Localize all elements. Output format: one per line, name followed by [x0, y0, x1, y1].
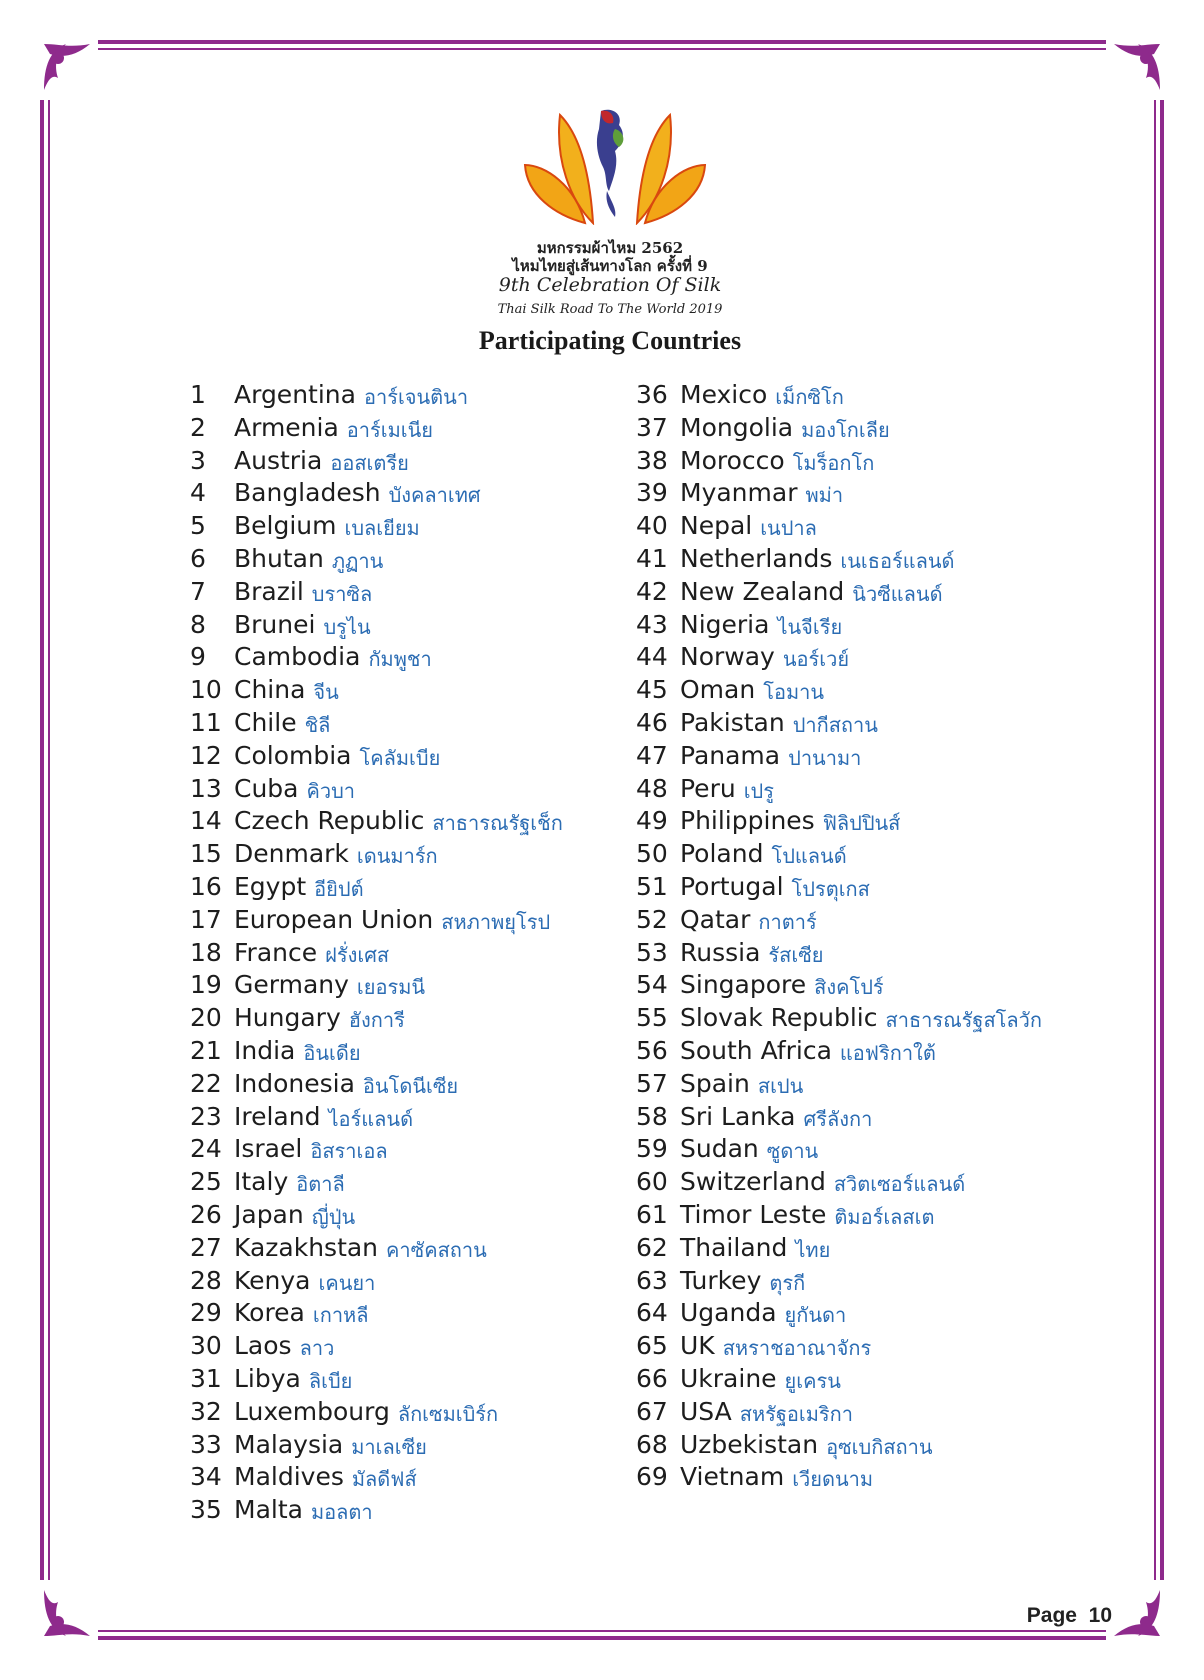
country-name-thai: ออสเตรีย: [330, 450, 409, 475]
country-name-english: Germany: [234, 970, 349, 1000]
country-name-english: Kenya: [234, 1265, 311, 1295]
country-name-thai: คาซัคสถาน: [386, 1237, 487, 1262]
country-number: 57: [636, 1068, 668, 1098]
country-name-english: Cuba: [234, 773, 299, 803]
country-number: 34: [190, 1462, 222, 1492]
country-number: 63: [636, 1265, 668, 1295]
country-name-thai: ศรีลังกา: [803, 1106, 873, 1131]
country-name-thai: ไอร์แลนด์: [328, 1106, 414, 1131]
country-number: 20: [190, 1003, 222, 1033]
country-number: 61: [636, 1199, 668, 1229]
country-name-thai: เคนยา: [318, 1270, 376, 1295]
country-number: 31: [190, 1363, 222, 1393]
country-name-thai: เกาหลี: [312, 1303, 369, 1328]
country-name-english: New Zealand: [680, 576, 845, 606]
country-name-english: Indonesia: [234, 1068, 355, 1098]
country-name-thai: อุซเบกิสถาน: [826, 1434, 933, 1459]
country-name-english: Vietnam: [680, 1462, 785, 1492]
country-name-english: Switzerland: [680, 1167, 826, 1197]
country-name-thai: รัสเซีย: [768, 942, 824, 967]
country-number: 49: [636, 806, 668, 836]
country-name-thai: โปรตุเกส: [791, 876, 870, 901]
country-number: 50: [636, 839, 668, 869]
country-name-thai: อิสราเอล: [310, 1139, 388, 1164]
country-name-thai: ไนจีเรีย: [777, 614, 843, 639]
country-number: 32: [190, 1396, 222, 1426]
country-name-thai: อิตาลี: [296, 1172, 345, 1197]
country-name-english: South Africa: [680, 1035, 832, 1065]
country-name-thai: มัลดีฟส์: [351, 1467, 417, 1492]
country-name-english: Mexico: [680, 380, 768, 409]
country-name-english: Belgium: [234, 511, 337, 541]
country-name-english: Cambodia: [234, 642, 361, 672]
country-name-english: UK: [680, 1331, 715, 1361]
country-name-thai: ปากีสถาน: [792, 712, 878, 737]
country-name-english: Maldives: [234, 1462, 344, 1492]
country-number: 36: [636, 380, 668, 409]
country-number: 33: [190, 1429, 222, 1459]
country-name-thai: โอมาน: [763, 680, 825, 705]
country-name-thai: อินโดนีเซีย: [362, 1073, 459, 1098]
country-name-english: Kazakhstan: [234, 1232, 379, 1262]
country-number: 18: [190, 937, 222, 967]
country-number: 22: [190, 1068, 222, 1098]
country-name-thai: บังคลาเทศ: [388, 483, 481, 508]
country-name-thai: ยูกันดา: [784, 1303, 847, 1328]
country-name-english: European Union: [234, 904, 434, 934]
country-name-thai: ปานามา: [788, 745, 862, 770]
country-name-english: Brunei: [234, 609, 316, 639]
country-name-english: Nigeria: [680, 609, 770, 639]
country-name-thai: ติมอร์เลสเต: [834, 1204, 935, 1229]
country-name-thai: มอลตา: [310, 1500, 373, 1525]
country-number: 29: [190, 1298, 222, 1328]
country-number: 9: [190, 642, 206, 672]
country-name-thai: สหรัฐอเมริกา: [739, 1401, 854, 1426]
country-number: 17: [190, 904, 222, 934]
country-number: 67: [636, 1396, 668, 1426]
ornament-bottom-right-icon: [1106, 1582, 1168, 1644]
country-name-thai: สเปน: [757, 1073, 804, 1098]
country-number: 8: [190, 609, 206, 639]
ornament-top-left-icon: [36, 36, 98, 98]
country-number: 69: [636, 1462, 668, 1492]
country-number: 14: [190, 806, 222, 836]
country-name-thai: อินเดีย: [303, 1040, 361, 1065]
country-name-english: Timor Leste: [680, 1199, 827, 1229]
country-number: 37: [636, 412, 668, 442]
country-number: 68: [636, 1429, 668, 1459]
country-name-english: Bangladesh: [234, 478, 381, 508]
country-name-thai: อาร์เจนตินา: [363, 385, 469, 409]
country-name-thai: มองโกเลีย: [801, 417, 890, 442]
country-name-english: Peru: [680, 773, 736, 803]
country-name-thai: ญี่ปุ่น: [311, 1204, 356, 1229]
country-name-thai: มาเลเซีย: [351, 1434, 427, 1459]
country-name-thai: สหราชอาณาจักร: [722, 1336, 872, 1361]
country-name-english: Ireland: [234, 1101, 321, 1131]
country-name-thai: คิวบา: [306, 778, 356, 803]
country-name-thai: ฝรั่งเศส: [325, 942, 390, 967]
country-number: 25: [190, 1167, 222, 1197]
country-name-english: Turkey: [680, 1265, 762, 1295]
country-number: 43: [636, 609, 668, 639]
country-name-thai: เนเธอร์แลนด์: [840, 548, 955, 573]
country-name-english: Luxembourg: [234, 1396, 390, 1426]
country-name-thai: อียิปต์: [314, 876, 364, 901]
country-name-english: Malaysia: [234, 1429, 344, 1459]
country-name-english: Hungary: [234, 1003, 341, 1033]
country-number: 30: [190, 1331, 222, 1361]
country-name-thai: กัมพูชา: [368, 647, 432, 672]
country-number: 38: [636, 445, 668, 475]
country-number: 3: [190, 445, 206, 475]
ornament-bottom-left-icon: [36, 1582, 98, 1644]
country-number: 27: [190, 1232, 222, 1262]
country-name-thai: นิวซีแลนด์: [852, 581, 943, 606]
country-name-english: Netherlands: [680, 543, 833, 573]
event-english-title: 9th Celebration Of Silk: [498, 274, 722, 296]
country-number: 55: [636, 1003, 668, 1033]
country-name-thai: อาร์เมเนีย: [346, 417, 434, 442]
country-name-thai: บราซิล: [311, 581, 373, 606]
country-name-thai: เนปาล: [760, 516, 817, 541]
country-number: 40: [636, 511, 668, 541]
page-number: [1027, 1604, 1112, 1628]
country-number: 5: [190, 511, 206, 541]
country-name-english: Sudan: [680, 1134, 759, 1164]
country-name-thai: ตุรกี: [769, 1270, 806, 1295]
country-name-english: Malta: [234, 1495, 303, 1525]
country-name-thai: ฮังการี: [348, 1008, 405, 1033]
country-number: 23: [190, 1101, 222, 1131]
country-name-english: Uzbekistan: [680, 1429, 819, 1459]
country-number: 58: [636, 1101, 668, 1131]
country-name-english: Egypt: [234, 871, 307, 901]
country-name-english: Norway: [680, 642, 775, 672]
country-name-english: Spain: [680, 1068, 750, 1098]
country-name-thai: เบลเยียม: [344, 516, 420, 541]
country-name-english: Denmark: [234, 839, 349, 869]
country-number: 24: [190, 1134, 222, 1164]
country-name-english: Laos: [234, 1331, 292, 1361]
country-name-thai: ยูเครน: [784, 1368, 841, 1393]
country-number: 11: [190, 707, 222, 737]
country-name-thai: บรูไน: [323, 614, 371, 639]
country-number: 16: [190, 871, 222, 901]
country-name-english: Ukraine: [680, 1363, 777, 1393]
country-name-english: Nepal: [680, 511, 753, 541]
country-name-english: Slovak Republic: [680, 1003, 878, 1033]
country-number: 2: [190, 412, 206, 442]
country-name-english: Austria: [234, 445, 323, 475]
country-number: 56: [636, 1035, 668, 1065]
country-number: 52: [636, 904, 668, 934]
country-name-english: Czech Republic: [234, 806, 425, 836]
country-name-thai: ลาว: [299, 1336, 335, 1361]
country-name-english: USA: [680, 1396, 732, 1426]
country-number: 51: [636, 871, 668, 901]
country-number: 19: [190, 970, 222, 1000]
country-number: 64: [636, 1298, 668, 1328]
country-number: 47: [636, 740, 668, 770]
country-name-thai: โมร็อกโก: [792, 450, 875, 475]
page-label: Page: [1026, 1604, 1077, 1627]
country-name-english: Panama: [680, 740, 781, 770]
country-number: 41: [636, 543, 668, 573]
country-number: 4: [190, 478, 206, 508]
country-name-english: Argentina: [234, 380, 356, 409]
country-name-english: France: [234, 937, 318, 967]
country-name-thai: ไทย: [795, 1237, 831, 1262]
country-name-english: Pakistan: [680, 707, 785, 737]
event-thai-title: มหกรรมผ้าไหม 2562: [536, 239, 684, 257]
country-name-english: Chile: [234, 707, 297, 737]
country-number: 6: [190, 543, 206, 573]
country-number: 7: [190, 576, 206, 606]
event-thai-subtitle: ไหมไทยสู่เส้นทางโลก ครั้งที่ 9: [512, 257, 708, 275]
country-name-thai: กาตาร์: [758, 909, 817, 934]
country-name-thai: สวิตเซอร์แลนด์: [833, 1172, 966, 1197]
country-name-english: Qatar: [680, 904, 751, 934]
country-number: 26: [190, 1199, 222, 1229]
country-number: 21: [190, 1035, 222, 1065]
country-number: 1: [190, 380, 206, 409]
country-name-thai: โปแลนด์: [771, 844, 847, 869]
country-name-thai: เยอรมนี: [356, 975, 426, 1000]
country-number: 45: [636, 675, 668, 705]
country-name-english: Italy: [234, 1167, 289, 1197]
event-english-subtitle: Thai Silk Road To The World 2019: [497, 302, 723, 317]
page-number-value: 10: [1088, 1604, 1112, 1627]
country-name-thai: เปรู: [743, 778, 774, 803]
country-number: 42: [636, 576, 668, 606]
country-name-english: India: [234, 1035, 296, 1065]
country-name-thai: จีน: [313, 680, 339, 705]
country-name-english: Sri Lanka: [680, 1101, 796, 1131]
country-number: 15: [190, 839, 222, 869]
country-name-english: Israel: [234, 1134, 303, 1164]
silk-festival-logo: [515, 105, 715, 225]
country-name-english: Korea: [234, 1298, 305, 1328]
country-name-english: Portugal: [680, 871, 784, 901]
country-name-thai: เดนมาร์ก: [356, 844, 438, 869]
country-name-english: Poland: [680, 839, 764, 869]
country-name-thai: สหภาพยุโรป: [441, 909, 551, 934]
country-name-english: Mongolia: [680, 412, 794, 442]
country-name-english: Russia: [680, 937, 761, 967]
country-number: 44: [636, 642, 668, 672]
country-number: 12: [190, 740, 222, 770]
country-name-english: Oman: [680, 675, 756, 705]
country-number: 62: [636, 1232, 668, 1262]
country-name-thai: ภูฏาน: [331, 548, 384, 573]
country-name-thai: ลิเบีย: [308, 1368, 353, 1393]
country-number: 66: [636, 1363, 668, 1393]
country-name-thai: แอฟริกาใต้: [839, 1040, 936, 1065]
ornament-top-right-icon: [1106, 36, 1168, 98]
country-name-english: Uganda: [680, 1298, 777, 1328]
country-number: 60: [636, 1167, 668, 1197]
country-name-thai: สาธารณรัฐสโลวัก: [885, 1008, 1042, 1033]
country-name-thai: สิงคโปร์: [814, 975, 884, 1000]
country-name-english: Thailand: [680, 1232, 788, 1262]
country-number: 48: [636, 773, 668, 803]
country-number: 35: [190, 1495, 222, 1525]
page-title: Participating Countries: [478, 326, 742, 355]
country-name-english: Morocco: [680, 445, 785, 475]
country-name-thai: ซูดาน: [766, 1139, 819, 1164]
country-name-thai: ชิลี: [304, 712, 331, 737]
country-name-english: Japan: [234, 1199, 304, 1229]
country-number: 65: [636, 1331, 668, 1361]
country-number: 59: [636, 1134, 668, 1164]
country-name-english: Armenia: [234, 412, 339, 442]
country-name-english: Singapore: [680, 970, 807, 1000]
country-name-thai: ฟิลิปปินส์: [822, 811, 901, 836]
country-name-thai: พม่า: [805, 483, 844, 508]
country-name-thai: นอร์เวย์: [782, 647, 850, 672]
country-name-thai: สาธารณรัฐเช็ก: [432, 811, 563, 836]
country-number: 46: [636, 707, 668, 737]
country-name-english: Brazil: [234, 576, 304, 606]
country-number: 28: [190, 1265, 222, 1295]
country-name-english: Philippines: [680, 806, 815, 836]
country-name-thai: เม็กซิโก: [775, 385, 844, 409]
country-name-thai: ลักเซมเบิร์ก: [397, 1401, 499, 1426]
country-name-english: Bhutan: [234, 543, 324, 573]
country-number: 39: [636, 478, 668, 508]
country-number: 53: [636, 937, 668, 967]
country-number: 10: [190, 675, 222, 705]
country-name-english: Libya: [234, 1363, 301, 1393]
country-name-thai: โคลัมเบีย: [359, 745, 441, 770]
country-name-english: China: [234, 675, 306, 705]
country-name-english: Colombia: [234, 740, 352, 770]
country-name-thai: เวียดนาม: [792, 1467, 874, 1492]
country-number: 13: [190, 773, 222, 803]
country-name-english: Myanmar: [680, 478, 798, 508]
country-number: 54: [636, 970, 668, 1000]
